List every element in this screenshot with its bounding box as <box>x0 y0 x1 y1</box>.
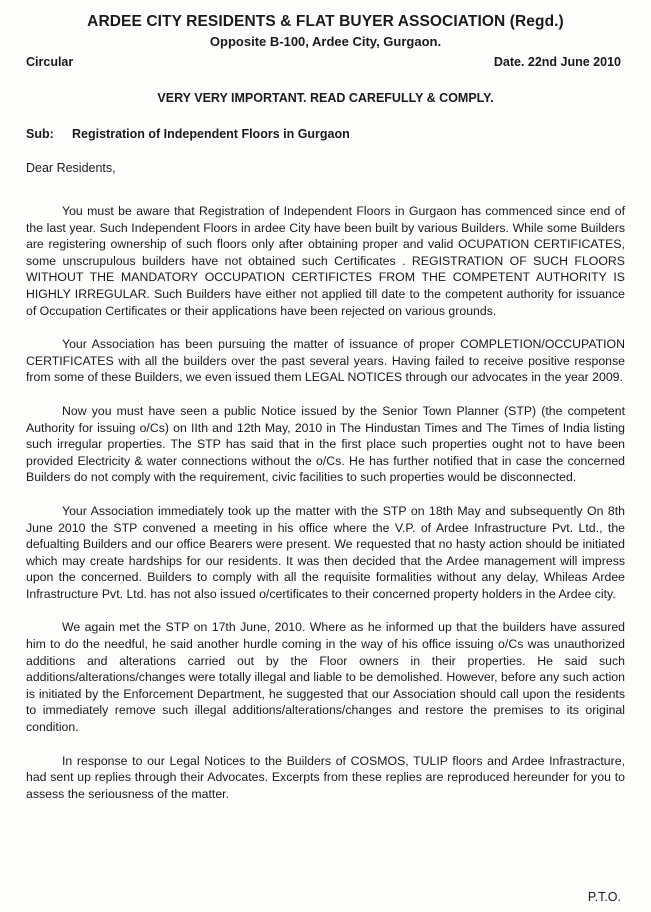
subject-label: Sub: <box>26 127 54 141</box>
paragraph-alterations: We again met the STP on 17th June, 2010. Where as he informed up that the builders have assured him to do the needful, he said another hurdle coming in the way of his office issuing o/Cs was unauthorized additions and alterations carried out by the Floor owners in their properties. He said such additions/alterations/changes were totally illegal and liable to be demolished. However, before any such action is initiated by the Enforcement Department, he suggested that our Association should call upon the residents to immediately remove such illegal additions/alterations/changes and restore the premises to its original condition. <box>26 620 625 735</box>
paragraph-stp-meeting: Your Association immediately took up the matter with the STP on 18th May and subsequently On 8th June 2010 the STP convened a meeting in his office where the V.P. of Ardee Infrastructure Pvt. Ltd., the defualting Builders and our office Bearers were present. We requested that no hasty action should be initiated which may create hardships for our residents. It was then decided that the Ardee management will impress upon the concerned. Builders to comply with all the requisite formalities without any delay, Whileas Ardee Infrastructure Pvt. Ltd. has not also issued o/certificates to their concerned property holders in the Ardee city. <box>26 503 625 601</box>
organization-name: ARDEE CITY RESIDENTS & FLAT BUYER ASSOCIATION (Regd.) <box>87 13 564 30</box>
paragraph-association-pursuit: Your Association has been pursuing the matter of issuance of proper COMPLETION/OCCUPATION CERTIFICATES with all the builders over the past several years. Having failed to receive positive response from some of these Builders, we even issued them LEGAL NOTICES through our advocates in the year 2009. <box>26 337 625 385</box>
paragraph-legal-replies: In response to our Legal Notices to the Builders of COSMOS, TULIP floors and Ardee Infrastracture, had sent up replies through their Advocates. Excerpts from these replies are reproduced hereunder for you to assess the seriousness of the matter. <box>26 753 625 801</box>
paragraph-public-notice: Now you must have seen a public Notice issued by the Senior Town Planner (STP) (the competent Authority for issuing o/Cs) on IIth and 12th May, 2010 in The Hindustan Times and The Times of India listing such irregular properties. The STP has said that in the first place such properties ought not to have been provided Electricity & water connections without the o/Cs. He has further notified that in case the concerned Builders do not comply with the requirement, civic facilities to such properties would be disconnected. <box>26 403 625 485</box>
circular-label: Circular <box>26 55 74 69</box>
organization-address: Opposite B-100, Ardee City, Gurgaon. <box>209 34 442 49</box>
meta-row <box>26 54 625 70</box>
salutation: Dear Residents, <box>26 161 116 175</box>
subject-line <box>26 126 625 142</box>
please-turn-over: P.T.O. <box>587 890 621 904</box>
important-notice: VERY VERY IMPORTANT. READ CAREFULLY & COMPLY. <box>157 91 494 105</box>
subject-text: Registration of Independent Floors in Gurgaon <box>72 127 350 141</box>
paragraph-registration: You must be aware that Registration of Independent Floors in Gurgaon has commenced since end of the last year. Such Independent Floors in ardee City have been built by various Builders. While some Builders are registering ownership of such floors only after obtaining proper and valid OCUPATION CERTIFICATES, some unscrupulous builders have not obtained such Certificates . REGISTRATION OF SUCH FLOORS WITHOUT THE MANDATORY OCCUPATION CERTIFICTES FROM THE COMPETENT AUTHORITY IS HIGHLY IRREGULAR. Such Builders have either not applied till date to the competent authority for issuance of Occupation Certificates or their applications have been rejected on various grounds. <box>26 204 625 318</box>
date-label: Date. 22nd June 2010 <box>493 55 621 69</box>
